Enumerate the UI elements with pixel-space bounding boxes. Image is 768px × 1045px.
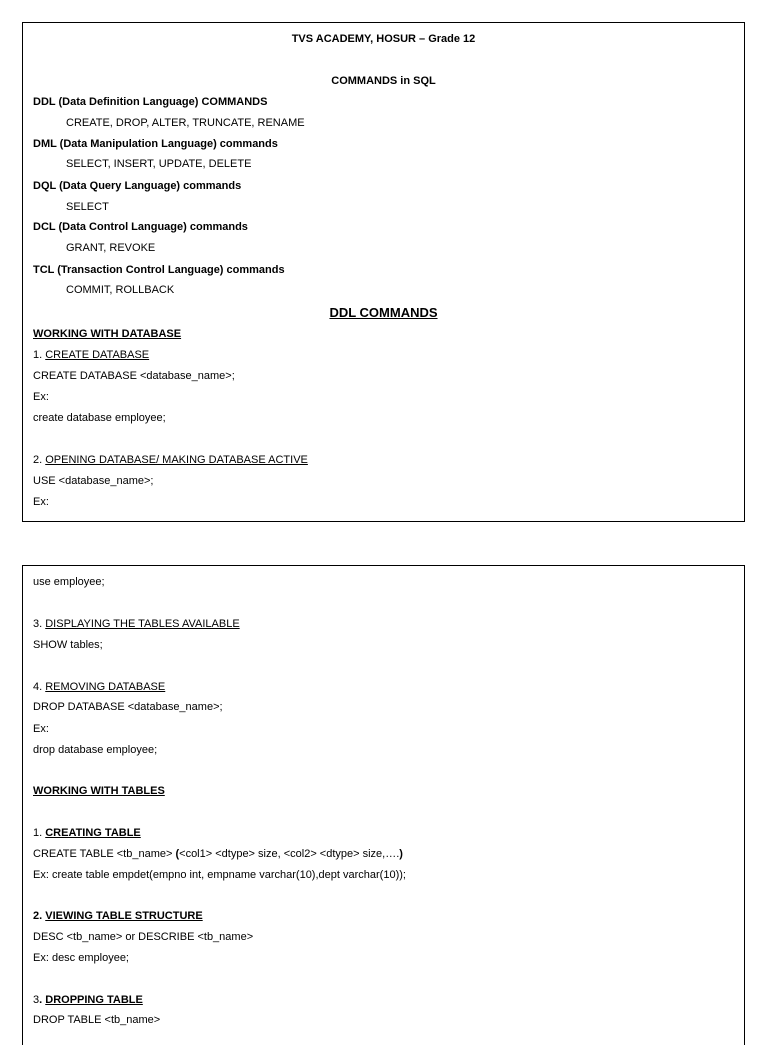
section-title: DISPLAYING THE TABLES AVAILABLE bbox=[45, 618, 240, 630]
section-dot: . bbox=[39, 994, 46, 1006]
creating-table-title bbox=[33, 827, 141, 840]
section-title: VIEWING TABLE STRUCTURE bbox=[45, 910, 203, 922]
remove-database-title bbox=[33, 681, 165, 694]
create-database-example: create database employee; bbox=[33, 412, 166, 424]
example-label: Ex: bbox=[33, 391, 49, 403]
show-tables-syntax: SHOW tables; bbox=[33, 639, 103, 651]
drop-database-syntax: DROP DATABASE <database_name>; bbox=[33, 701, 223, 713]
ddl-category-heading: DDL (Data Definition Language) COMMANDS bbox=[33, 96, 268, 108]
example-label: Ex: bbox=[33, 496, 49, 508]
show-tables-title bbox=[33, 618, 240, 631]
use-database-example: use employee; bbox=[33, 576, 105, 588]
dcl-category-commands: GRANT, REVOKE bbox=[66, 242, 156, 254]
dml-category-heading: DML (Data Manipulation Language) commands bbox=[33, 138, 278, 150]
drop-database-example: drop database employee; bbox=[33, 744, 158, 756]
dml-category-commands: SELECT, INSERT, UPDATE, DELETE bbox=[66, 158, 252, 170]
create-table-syntax bbox=[33, 848, 403, 861]
create-table-example: Ex: create table empdet(empno int, empname varchar(10),dept varchar(10)); bbox=[33, 869, 406, 881]
section-title: CREATING TABLE bbox=[45, 827, 141, 839]
syntax-part: CREATE TABLE <tb_name> bbox=[33, 848, 176, 860]
section-title: CREATE DATABASE bbox=[45, 349, 150, 361]
syntax-columns: <col1> <dtype> size, <col2> <dtype> size,…. bbox=[179, 848, 400, 860]
section-title: DROPPING TABLE bbox=[45, 994, 143, 1006]
section-number: 1. bbox=[33, 827, 46, 839]
document-page-1 bbox=[22, 22, 745, 522]
section-number: 4. bbox=[33, 681, 46, 693]
ddl-commands-heading: DDL COMMANDS bbox=[329, 305, 438, 320]
dropping-table-title bbox=[33, 994, 143, 1007]
open-database-title bbox=[33, 454, 308, 467]
dql-category-heading: DQL (Data Query Language) commands bbox=[33, 180, 242, 192]
section-title: REMOVING DATABASE bbox=[45, 681, 166, 693]
school-header: TVS ACADEMY, HOSUR – Grade 12 bbox=[291, 33, 476, 45]
dql-category-commands: SELECT bbox=[66, 201, 109, 213]
open-paren: ( bbox=[175, 848, 180, 860]
dcl-category-heading: DCL (Data Control Language) commands bbox=[33, 221, 248, 233]
section-number: 1. bbox=[33, 349, 46, 361]
desc-table-syntax: DESC <tb_name> or DESCRIBE <tb_name> bbox=[33, 931, 254, 943]
document-page-2 bbox=[22, 565, 745, 1045]
document-title: COMMANDS in SQL bbox=[331, 75, 436, 87]
section-title: OPENING DATABASE/ MAKING DATABASE ACTIVE bbox=[45, 454, 308, 466]
section-number: 2. bbox=[33, 910, 46, 922]
use-database-syntax: USE <database_name>; bbox=[33, 475, 154, 487]
close-paren: ) bbox=[399, 848, 403, 860]
view-table-structure-title bbox=[33, 910, 203, 923]
section-number: 2. bbox=[33, 454, 46, 466]
create-database-syntax: CREATE DATABASE <database_name>; bbox=[33, 370, 235, 382]
section-number: 3. bbox=[33, 618, 46, 630]
working-with-database-heading: WORKING WITH DATABASE bbox=[33, 328, 182, 340]
drop-table-syntax: DROP TABLE <tb_name> bbox=[33, 1014, 161, 1026]
section-number: 3 bbox=[33, 994, 40, 1006]
tcl-category-heading: TCL (Transaction Control Language) commands bbox=[33, 264, 285, 276]
working-with-tables-heading: WORKING WITH TABLES bbox=[33, 785, 165, 797]
ddl-category-commands: CREATE, DROP, ALTER, TRUNCATE, RENAME bbox=[66, 117, 305, 129]
create-database-title bbox=[33, 349, 149, 362]
tcl-category-commands: COMMIT, ROLLBACK bbox=[66, 284, 175, 296]
example-label: Ex: bbox=[33, 723, 49, 735]
desc-table-example: Ex: desc employee; bbox=[33, 952, 129, 964]
